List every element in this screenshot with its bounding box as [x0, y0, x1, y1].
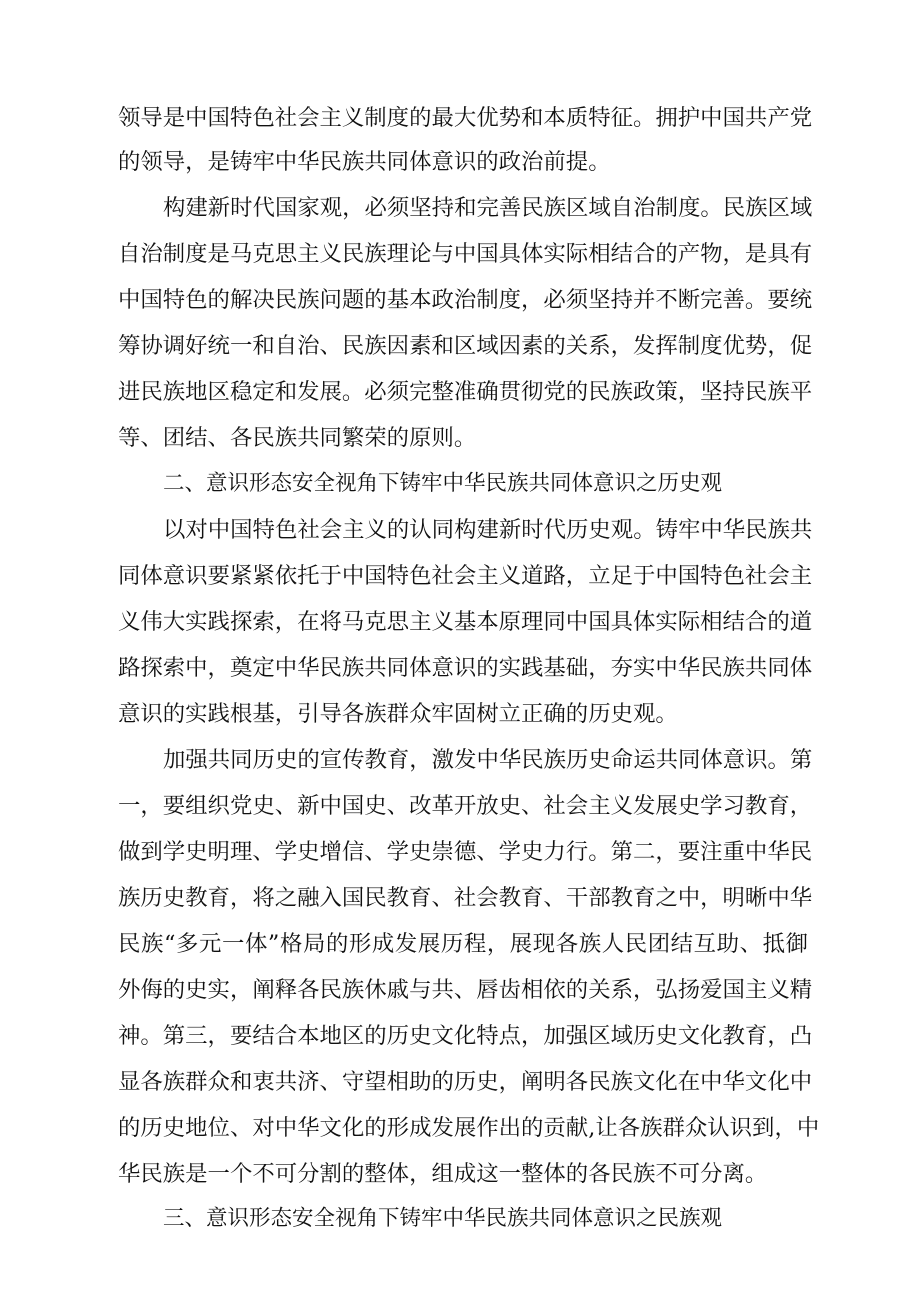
paragraph-line: 构建新时代国家观，必须坚持和完善民族区域自治制度。民族区域	[163, 195, 813, 221]
paragraph-line: 的领导，是铸牢中华民族共同体意识的政治前提。	[118, 149, 611, 175]
paragraph-line: 中国特色的解决民族问题的基本政治制度，必须坚持并不断完善。要统	[118, 287, 813, 313]
paragraph-line: 意识的实践根基，引导各族群众牢固树立正确的历史观。	[118, 701, 678, 727]
section-heading: 二、意识形态安全视角下铸牢中华民族共同体意识之历史观	[163, 471, 723, 496]
paragraph-line: 等、团结、各民族共同繁荣的原则。	[118, 425, 477, 451]
paragraph-line: 进民族地区稳定和发展。必须完整准确贯彻党的民族政策，坚持民族平	[118, 379, 813, 405]
section-heading: 三、意识形态安全视角下铸牢中华民族共同体意识之民族观	[163, 1206, 723, 1231]
paragraph-line: 领导是中国特色社会主义制度的最大优势和本质特征。拥护中国共产党	[118, 105, 813, 131]
paragraph-line: 族历史教育，将之融入国民教育、社会教育、干部教育之中，明晰中华	[118, 885, 813, 911]
paragraph-line: 做到学史明理、学史增信、学史崇德、学史力行。第二，要注重中华民	[118, 839, 813, 865]
paragraph-line: 神。第三，要结合本地区的历史文化特点，加强区域历史文化教育，凸	[118, 1023, 813, 1049]
paragraph-line: 同体意识要紧紧依托于中国特色社会主义道路，立足于中国特色社会主	[118, 563, 813, 589]
paragraph-line: 路探索中，奠定中华民族共同体意识的实践基础，夯实中华民族共同体	[118, 655, 813, 681]
paragraph-line: 华民族是一个不可分割的整体，组成这一整体的各民族不可分离。	[118, 1161, 768, 1187]
paragraph-line: 的历史地位、对中华文化的形成发展作出的贡献,让各族群众认识到，中	[118, 1115, 820, 1141]
paragraph-line: 自治制度是马克思主义民族理论与中国具体实际相结合的产物，是具有	[118, 241, 813, 267]
paragraph-line: 一，要组织党史、新中国史、改革开放史、社会主义发展史学习教育，	[118, 793, 813, 819]
paragraph-line: 民族“多元一体”格局的形成发展历程，展现各族人民团结互助、抵御	[118, 931, 808, 957]
paragraph-line: 筹协调好统一和自治、民族因素和区域因素的关系，发挥制度优势，促	[118, 333, 813, 359]
paragraph-line: 义伟大实践探索，在将马克思主义基本原理同中国具体实际相结合的道	[118, 609, 813, 635]
paragraph-line: 以对中国特色社会主义的认同构建新时代历史观。铸牢中华民族共	[163, 517, 813, 543]
paragraph-line: 加强共同历史的宣传教育，激发中华民族历史命运共同体意识。第	[163, 747, 813, 773]
paragraph-line: 显各族群众和衷共济、守望相助的历史，阐明各民族文化在中华文化中	[118, 1069, 813, 1095]
paragraph-line: 外侮的史实，阐释各民族休戚与共、唇齿相依的关系，弘扬爱国主义精	[118, 977, 813, 1003]
